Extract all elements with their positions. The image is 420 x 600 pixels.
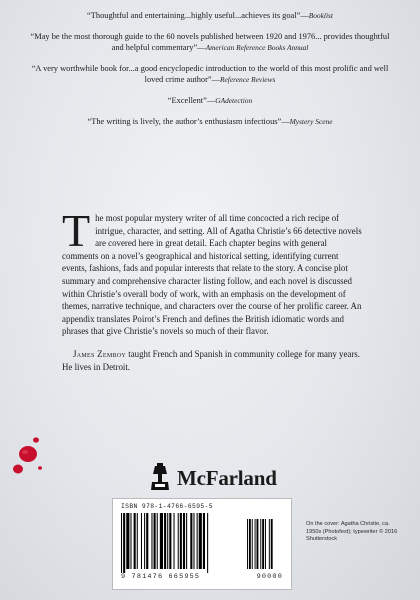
quote-source: Reference Reviews <box>220 75 276 84</box>
review-quote: “The writing is lively, the author’s enthusiasm infectious”—Mystery Scene <box>87 117 333 126</box>
author-bio-text: taught French and Spanish in community college for many years. He lives in Detroit. <box>62 348 360 372</box>
cover-credit: On the cover: Agatha Christie, ca. 1950s (Photofest); typewriter © 2016 Shutterstock <box>306 521 398 543</box>
lamp-icon <box>150 462 170 492</box>
isbn-label: ISBN 978-1-4766-6595-5 <box>121 503 213 510</box>
barcode-addon-digits: 90000 <box>256 573 283 581</box>
book-description <box>62 205 362 373</box>
author-bio <box>62 348 362 373</box>
drop-cap: T <box>62 205 91 256</box>
barcode-digits: 9 781476 665955 90000 <box>121 573 283 581</box>
review-quote: “Thoughtful and entertaining...highly useful...achieves its goal”—Booklist <box>87 11 333 20</box>
barcode-bars <box>121 513 283 573</box>
review-quote: “May be the most thorough guide to the 60 novels published between 1920 and 1976... provides thoughtful and helpful commentary”—American Reference Books Annual <box>30 32 390 52</box>
description-text: he most popular mystery writer of all time concocted a rich recipe of intrigue, character, and setting. All of Agatha Christie’s 66 detective novels are covered here in great detail. Each chapter begins with general comments on a novel’s geographical and historical setting, identifying current events, fashions, fads and popular interests that relate to the story. A concise plot summary and comprehensive character listing follow, and each novel is discussed within Christie’s overall body of work, with an emphasis on the development of themes, narrative technique, and characters over the course of her prolific career. An appendix translates Poirot’s French and defines the British idiomatic words and phrases that give Christie’s novels so much of their flavor. <box>62 213 362 337</box>
quote-source: American Reference Books Annual <box>205 43 309 52</box>
review-quote: “Excellent”—GAdetection <box>167 96 253 105</box>
quote-source: Booklist <box>308 11 333 20</box>
blood-drops-decoration <box>10 432 50 480</box>
publisher-name: McFarland <box>177 466 277 490</box>
quote-source: Mystery Scene <box>289 117 333 126</box>
review-quote: “A very worthwhile book for...a good encyclopedic introduction to the world of this most prolific and well loved crime author”—Reference Reviews <box>31 64 389 84</box>
isbn-barcode <box>112 498 292 590</box>
review-quotes <box>28 10 392 137</box>
author-name: James Zemboy <box>73 348 127 359</box>
quote-source: GAdetection <box>215 96 253 105</box>
